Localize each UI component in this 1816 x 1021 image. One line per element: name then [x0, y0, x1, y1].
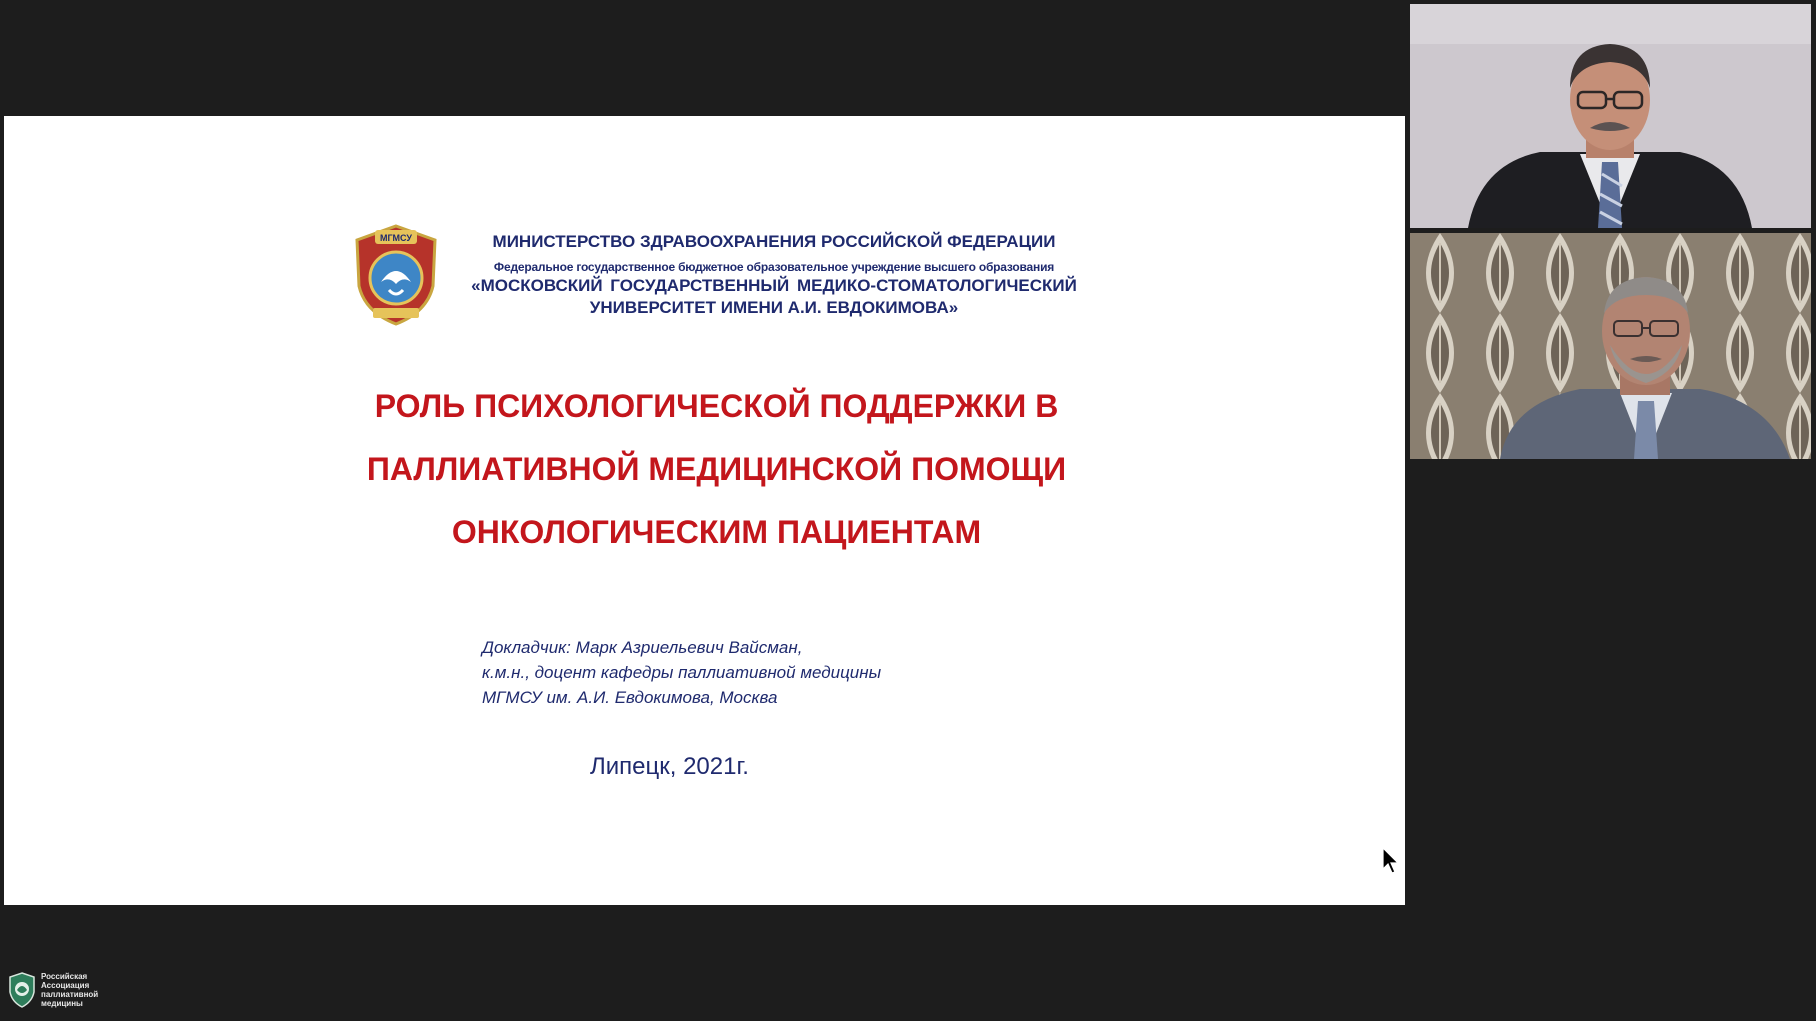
slide-title-line-2: ПАЛЛИАТИВНОЙ МЕДИЦИНСКОЙ ПОМОЩИ — [366, 451, 1067, 487]
participant-video-2[interactable] — [1410, 233, 1811, 459]
association-logo-text — [41, 972, 111, 1008]
header-university-line-1: «МОСКОВСКИЙ ГОСУДАРСТВЕННЫЙ МЕДИКО-СТОМАТОЛОГИЧЕСКИЙ — [471, 276, 1077, 295]
speaker-line-2: к.м.н., доцент кафедры паллиативной медицины — [482, 663, 882, 682]
association-logo — [8, 972, 111, 1008]
participant-2-image — [1410, 233, 1811, 459]
association-shield-icon — [8, 972, 36, 1008]
header-federal-institution: Федеральное государственное бюджетное образовательное учреждение высшего образования — [493, 260, 1055, 274]
association-logo-line: Ассоциация — [41, 981, 90, 990]
speaker-line-1: Докладчик: Марк Азриельевич Вайсман, — [482, 638, 803, 657]
shared-slide — [4, 116, 1405, 905]
slide-title-line-3: ОНКОЛОГИЧЕСКИМ ПАЦИЕНТАМ — [451, 514, 982, 550]
association-logo-line: паллиативной — [41, 990, 99, 999]
association-logo-line: Российская — [41, 972, 88, 981]
participant-1-image — [1410, 4, 1811, 228]
university-emblem-icon — [353, 224, 439, 326]
mouse-cursor-icon — [1382, 847, 1400, 875]
slide-title-line-1: РОЛЬ ПСИХОЛОГИЧЕСКОЙ ПОДДЕРЖКИ В — [374, 388, 1059, 424]
emblem-text: МГМСУ — [379, 233, 413, 243]
header-ministry: МИНИСТЕРСТВО ЗДРАВООХРАНЕНИЯ РОССИЙСКОЙ ФЕДЕРАЦИИ — [492, 232, 1056, 251]
slide-location-date: Липецк, 2021г. — [590, 753, 749, 780]
participant-video-1[interactable] — [1410, 4, 1811, 228]
header-university-line-2: УНИВЕРСИТЕТ ИМЕНИ А.И. ЕВДОКИМОВА» — [589, 298, 959, 317]
speaker-line-3: МГМСУ им. А.И. Евдокимова, Москва — [482, 688, 778, 707]
association-logo-line: медицины — [41, 999, 83, 1008]
